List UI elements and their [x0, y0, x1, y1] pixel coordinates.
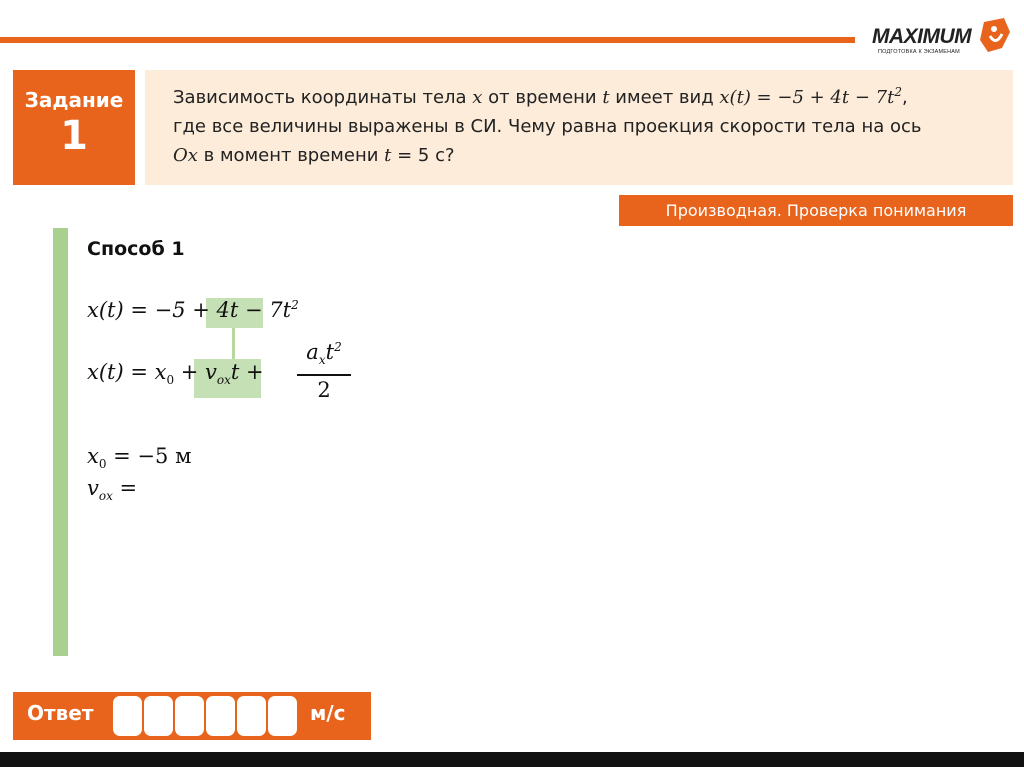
task-number-box [13, 70, 135, 185]
answer-unit: м/с [310, 701, 346, 725]
answer-bar [13, 692, 371, 740]
problem-equation: $x(t) = -5 + 4t - 7t^2$ [719, 85, 902, 108]
equation-general: $x(t) = x_0 + v_{ox}t$ + [87, 360, 264, 388]
problem-line-3: Ox в момент времени t = 5 с? [173, 145, 455, 166]
logo-subtitle: ПОДГОТОВКА К ЭКЗАМЕНАМ [878, 49, 960, 55]
problem-line-1: Зависимость координаты тела x от времени t имеет вид $x(t) = -5 + 4t - 7t^2$, [173, 85, 908, 108]
fraction-numerator: $a_xt^2$ [306, 340, 342, 368]
header-line [0, 37, 855, 43]
answer-cell[interactable] [237, 696, 266, 736]
logo-mark-icon [978, 18, 1010, 58]
subtopic-banner: Производная. Проверка понимания [619, 195, 1013, 226]
problem-line-2: где все величины выражены в СИ. Чему равна проекция скорости тела на ось [173, 116, 922, 137]
method-title: Способ 1 [87, 238, 185, 260]
maximum-logo [872, 18, 1012, 62]
answer-label: Ответ [27, 701, 94, 725]
problem-statement [145, 70, 1013, 185]
answer-cell[interactable] [206, 696, 235, 736]
task-number: 1 [60, 113, 88, 159]
equation-given: $x(t) = -5 + 4t - 7t^2$ [87, 298, 299, 322]
answer-cell[interactable] [175, 696, 204, 736]
fraction-bar [297, 374, 351, 376]
answer-cell[interactable] [268, 696, 297, 736]
task-label: Задание [24, 88, 124, 112]
fraction-denominator: 2 [317, 378, 331, 402]
equation-vox: $v_{ox}$ = [87, 476, 138, 504]
logo-text: MAXIMUM [872, 25, 972, 48]
footer-line [0, 752, 1024, 767]
highlight-connector [232, 328, 235, 359]
answer-cell[interactable] [113, 696, 142, 736]
equation-x0: $x_0 = -5$ м [87, 444, 192, 472]
answer-cell[interactable] [144, 696, 173, 736]
solution-accent-bar [53, 228, 68, 656]
